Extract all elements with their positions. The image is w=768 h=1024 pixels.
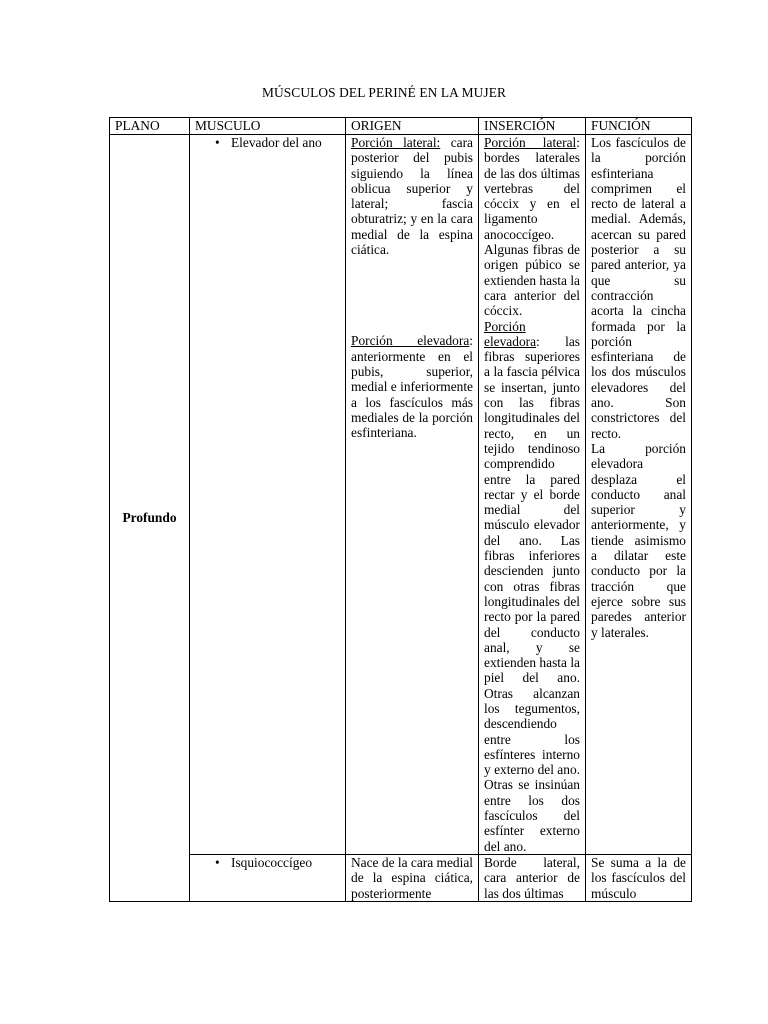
header-insercion: INSERCIÓN <box>479 118 586 135</box>
insercion-lateral-label: Porción lateral <box>484 135 577 150</box>
insercion-lateral <box>484 135 580 319</box>
muscles-table <box>109 117 692 902</box>
musculo-cell <box>190 135 346 855</box>
header-funcion: FUNCIÓN <box>586 118 692 135</box>
insercion-elevadora-text: : las fibras superiores a la fascia pélvica se insertan, junto con las fibras longitudinales del recto, en un tejido tendinoso comprendido entre la pared rectar y el borde medial del músculo elevador del ano. Las fibras inferiores descienden junto con otras fibras longitudinales del recto por la pared del conducto anal, y se extienden hasta la piel del ano. Otras alcanzan los tegumentos, descendiendo entre los esfínteres interno y externo del ano. Otras se insinúan entre los dos fascículos del esfínter externo del ano. <box>484 333 580 854</box>
origen-lateral-label: Porción lateral: <box>351 135 441 150</box>
origen-elevadora <box>351 333 473 440</box>
origen-text: Nace de la cara medial de la espina ciática, posteriormente <box>351 854 473 901</box>
funcion-paragraph-1: Los fascículos de la porción esfinteriana comprimen el recto de lateral a medial. Además, acercan su pared posterior a su pared anterior, ya que su contracción acorta la cincha formada por la porción esfinteriana de los dos músculos elevadores del ano. Son constrictores del recto. <box>591 135 686 441</box>
origen-cell <box>346 854 479 901</box>
table-row <box>110 854 692 901</box>
header-musculo: MUSCULO <box>190 118 346 135</box>
insercion-cell <box>479 854 586 901</box>
origen-elevadora-label: Porción elevadora <box>351 333 470 349</box>
document-title: MÚSCULOS DEL PERINÉ EN LA MUJER <box>261 85 507 100</box>
plano-cell: Profundo <box>110 135 190 902</box>
bullet-icon: • <box>215 854 220 870</box>
funcion-paragraph-2: La porción elevadora desplaza el conducto anal superior y anteriormente, y tiende asimismo a dilatar este conducto por la tracción que ejerce sobre sus paredes anterior y laterales. <box>591 440 686 640</box>
musculo-cell <box>190 854 346 901</box>
bullet-icon: • <box>215 135 220 150</box>
origen-lateral <box>351 135 473 257</box>
insercion-elevadora <box>484 319 580 854</box>
table-row <box>110 135 692 855</box>
insercion-elevadora-label: Porción elevadora <box>484 318 537 349</box>
funcion-text: Se suma a la de los fascículos del músculo <box>591 854 686 901</box>
table-header-row <box>110 118 692 135</box>
origen-cell <box>346 135 479 855</box>
musculo-name: Isquiococcígeo <box>231 854 313 870</box>
origen-elevadora-text: : anteriormente en el pubis, superior, medial e inferiormente a los fascículos más mediales de la porción esfinteriana. <box>351 333 473 441</box>
funcion-cell <box>586 135 692 855</box>
musculo-name: Elevador del ano <box>231 135 322 150</box>
header-origen: ORIGEN <box>346 118 479 135</box>
insercion-lateral-text: : bordes laterales de las dos últimas vertebras del cóccix y en el ligamento anococcígeo. Algunas fibras de origen púbico se extienden hasta la cara anterior del cóccix. <box>484 135 580 319</box>
insercion-text: Borde lateral, cara anterior de las dos últimas <box>484 854 580 901</box>
insercion-cell <box>479 135 586 855</box>
origen-lateral-text: cara posterior del pubis siguiendo la línea oblicua superior y lateral; fascia obturatriz; y en la cara medial de la espina ciática. <box>351 135 473 258</box>
funcion-cell <box>586 854 692 901</box>
header-plano: PLANO <box>110 118 190 135</box>
